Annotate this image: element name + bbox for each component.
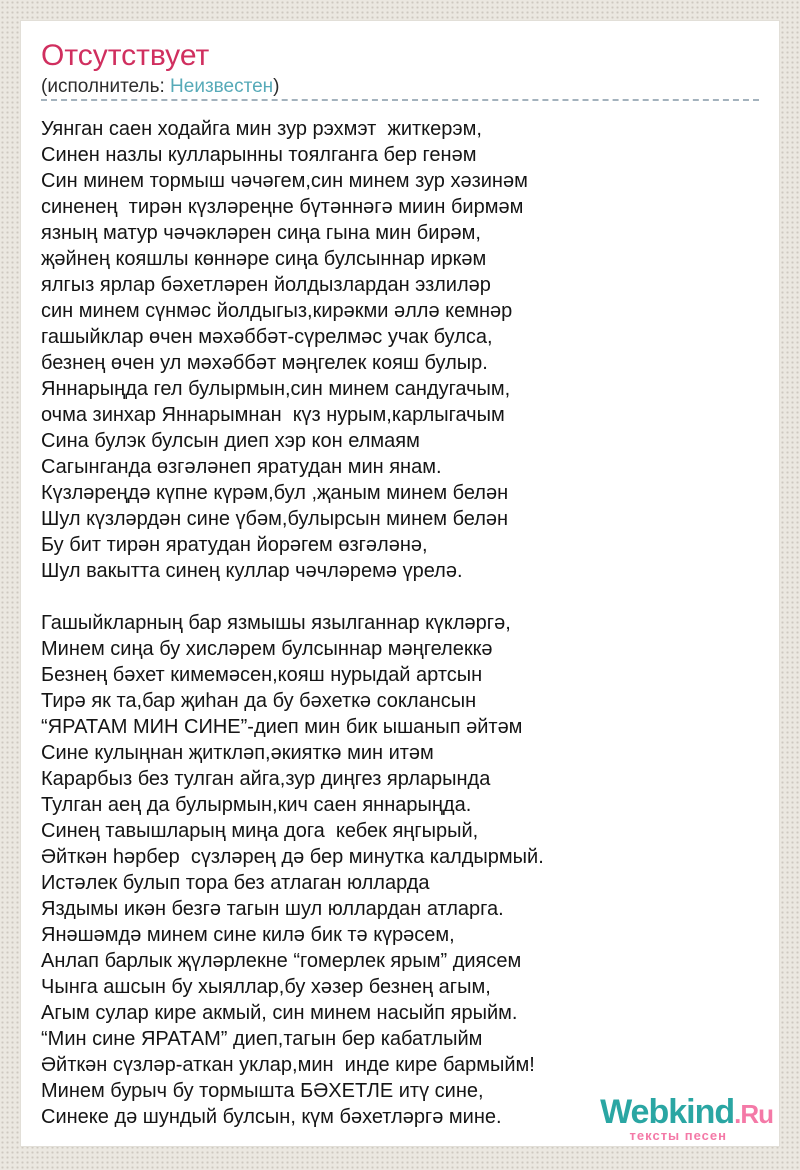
lyric-line: “Мин сине ЯРАТАМ” диеп,тагын бер кабатлыйм — [41, 1028, 483, 1050]
lyric-line: Яздымы икән безгә тагын шул юллардан атларга. — [41, 898, 504, 920]
lyric-line: Бу бит тирән яратудан йорәгем өзгәләнә, — [41, 534, 428, 556]
page-title: Отсутствует — [41, 39, 210, 72]
lyric-line: Син минем тормыш чәчәгем,син минем зур хәзинәм — [41, 170, 528, 192]
lyric-line: Синен назлы кулларынны тоялганга бер генәм — [41, 144, 477, 166]
lyric-line: Безнең бәхет кимемәсен,кояш нурыдай артсын — [41, 664, 483, 686]
lyric-line: синенең тирән күзләреңне бүтәннәгә миин бирмәм — [41, 196, 524, 218]
lyric-line: Әйткән сүзләр-аткан уклар,мин инде кире бармыйм! — [41, 1054, 535, 1076]
lyric-line: син минем сүнмәс йолдыгыз,кирәкми әллә кемнәр — [41, 300, 513, 322]
logo-brand-text: Webkind — [600, 1093, 735, 1131]
lyric-line: Минем сиңа бу хисләрем булсыннар мәңгелеккә — [41, 638, 493, 660]
lyric-line: Тирә як та,бар җиһан да бу бәхеткә соклансын — [41, 690, 477, 712]
artist-link[interactable]: Неизвестен — [170, 76, 274, 97]
lyric-line: җәйнең кояшлы көннәре сиңа булсыннар иркәм — [41, 248, 487, 270]
lyric-line: ялгыз ярлар бәхетләрен йолдызлардан эзлиләр — [41, 274, 491, 296]
webkind-logo[interactable] — [600, 1095, 773, 1142]
lyric-line: Чынга ашсын бу хыяллар,бу хәзер безнең агым, — [41, 976, 491, 998]
lyrics-text — [41, 116, 759, 1130]
lyric-line: Минем бурыч бу тормышта БӘХЕТЛЕ итү сине, — [41, 1080, 484, 1102]
lyrics-card — [20, 20, 780, 1147]
lyric-line: Яннарыңда гел булырмын,син минем сандугачым, — [41, 378, 511, 400]
artist-suffix: ) — [273, 76, 280, 97]
lyric-line: Синеке дә шундый булсын, күм бәхетләргә мине. — [41, 1106, 502, 1128]
lyric-line: Карарбыз без тулган айга,зур диңгез ярларында — [41, 768, 491, 790]
lyric-line: Уянган саен ходайга мин зур рэхмэт житкерэм, — [41, 118, 482, 140]
lyric-line: Күзләреңдә күпне күрәм,бул ,җаным минем белән — [41, 482, 509, 504]
stanza-1 — [41, 116, 759, 584]
dotted-separator — [41, 99, 759, 101]
lyric-line: Сине кулыңнан җиткләп,әкияткә мин итәм — [41, 742, 434, 764]
lyric-line: “ЯРАТАМ МИН СИНЕ”-диеп мин бик ышанып әйтәм — [41, 716, 523, 738]
lyric-line: Шул күзләрдән сине үбәм,булырсын минем белән — [41, 508, 509, 530]
logo-tagline: тексты песен — [629, 1128, 727, 1143]
logo-domain-text: .Ru — [734, 1099, 773, 1129]
artist-line — [41, 76, 759, 98]
lyric-line: Гашыйкларның бар язмышы язылганнар күкләргә, — [41, 612, 511, 634]
lyric-line: Синең тавышларың миңа дога кебек яңгырый, — [41, 820, 479, 842]
lyric-line: Әйткән һәрбер сүзләрең дә бер минутка калдырмый. — [41, 846, 544, 868]
lyric-line: Янәшәмдә минем сине килә бик тә күрәсем, — [41, 924, 455, 946]
lyric-line: Анлап барлык җүләрлекне “гомерлек ярым” диясем — [41, 950, 522, 972]
lyric-line: Сина булэк булсын диеп хэр кон елмаям — [41, 430, 420, 452]
webkind-logo-wordmark — [600, 1095, 773, 1129]
stanza-2 — [41, 610, 759, 1130]
lyric-line: Агым сулар кире акмый, син минем насыйп ярыйм. — [41, 1002, 518, 1024]
artist-label: (исполнитель: — [41, 76, 171, 97]
lyric-line: Тулган аең да булырмын,кич саен яннарыңда. — [41, 794, 472, 816]
lyric-line: Шул вакытта синең куллар чәчләремә үрелә. — [41, 560, 463, 582]
lyric-line: Истәлек булып тора без атлаган юлларда — [41, 872, 430, 894]
lyric-line: язның матур чәчәкләрен сиңа гына мин бирәм, — [41, 222, 481, 244]
lyric-line: безнең өчен ул мәхәббәт мәңгелек кояш булыр. — [41, 352, 488, 374]
lyric-line: гашыйклар өчен мәхәббәт-сүрелмәс учак булса, — [41, 326, 493, 348]
lyric-line: Сагынганда өзгәләнеп яратудан мин янам. — [41, 456, 442, 478]
lyric-line: очма зинхар Яннарымнан күз нурым,карлыгачым — [41, 404, 505, 426]
